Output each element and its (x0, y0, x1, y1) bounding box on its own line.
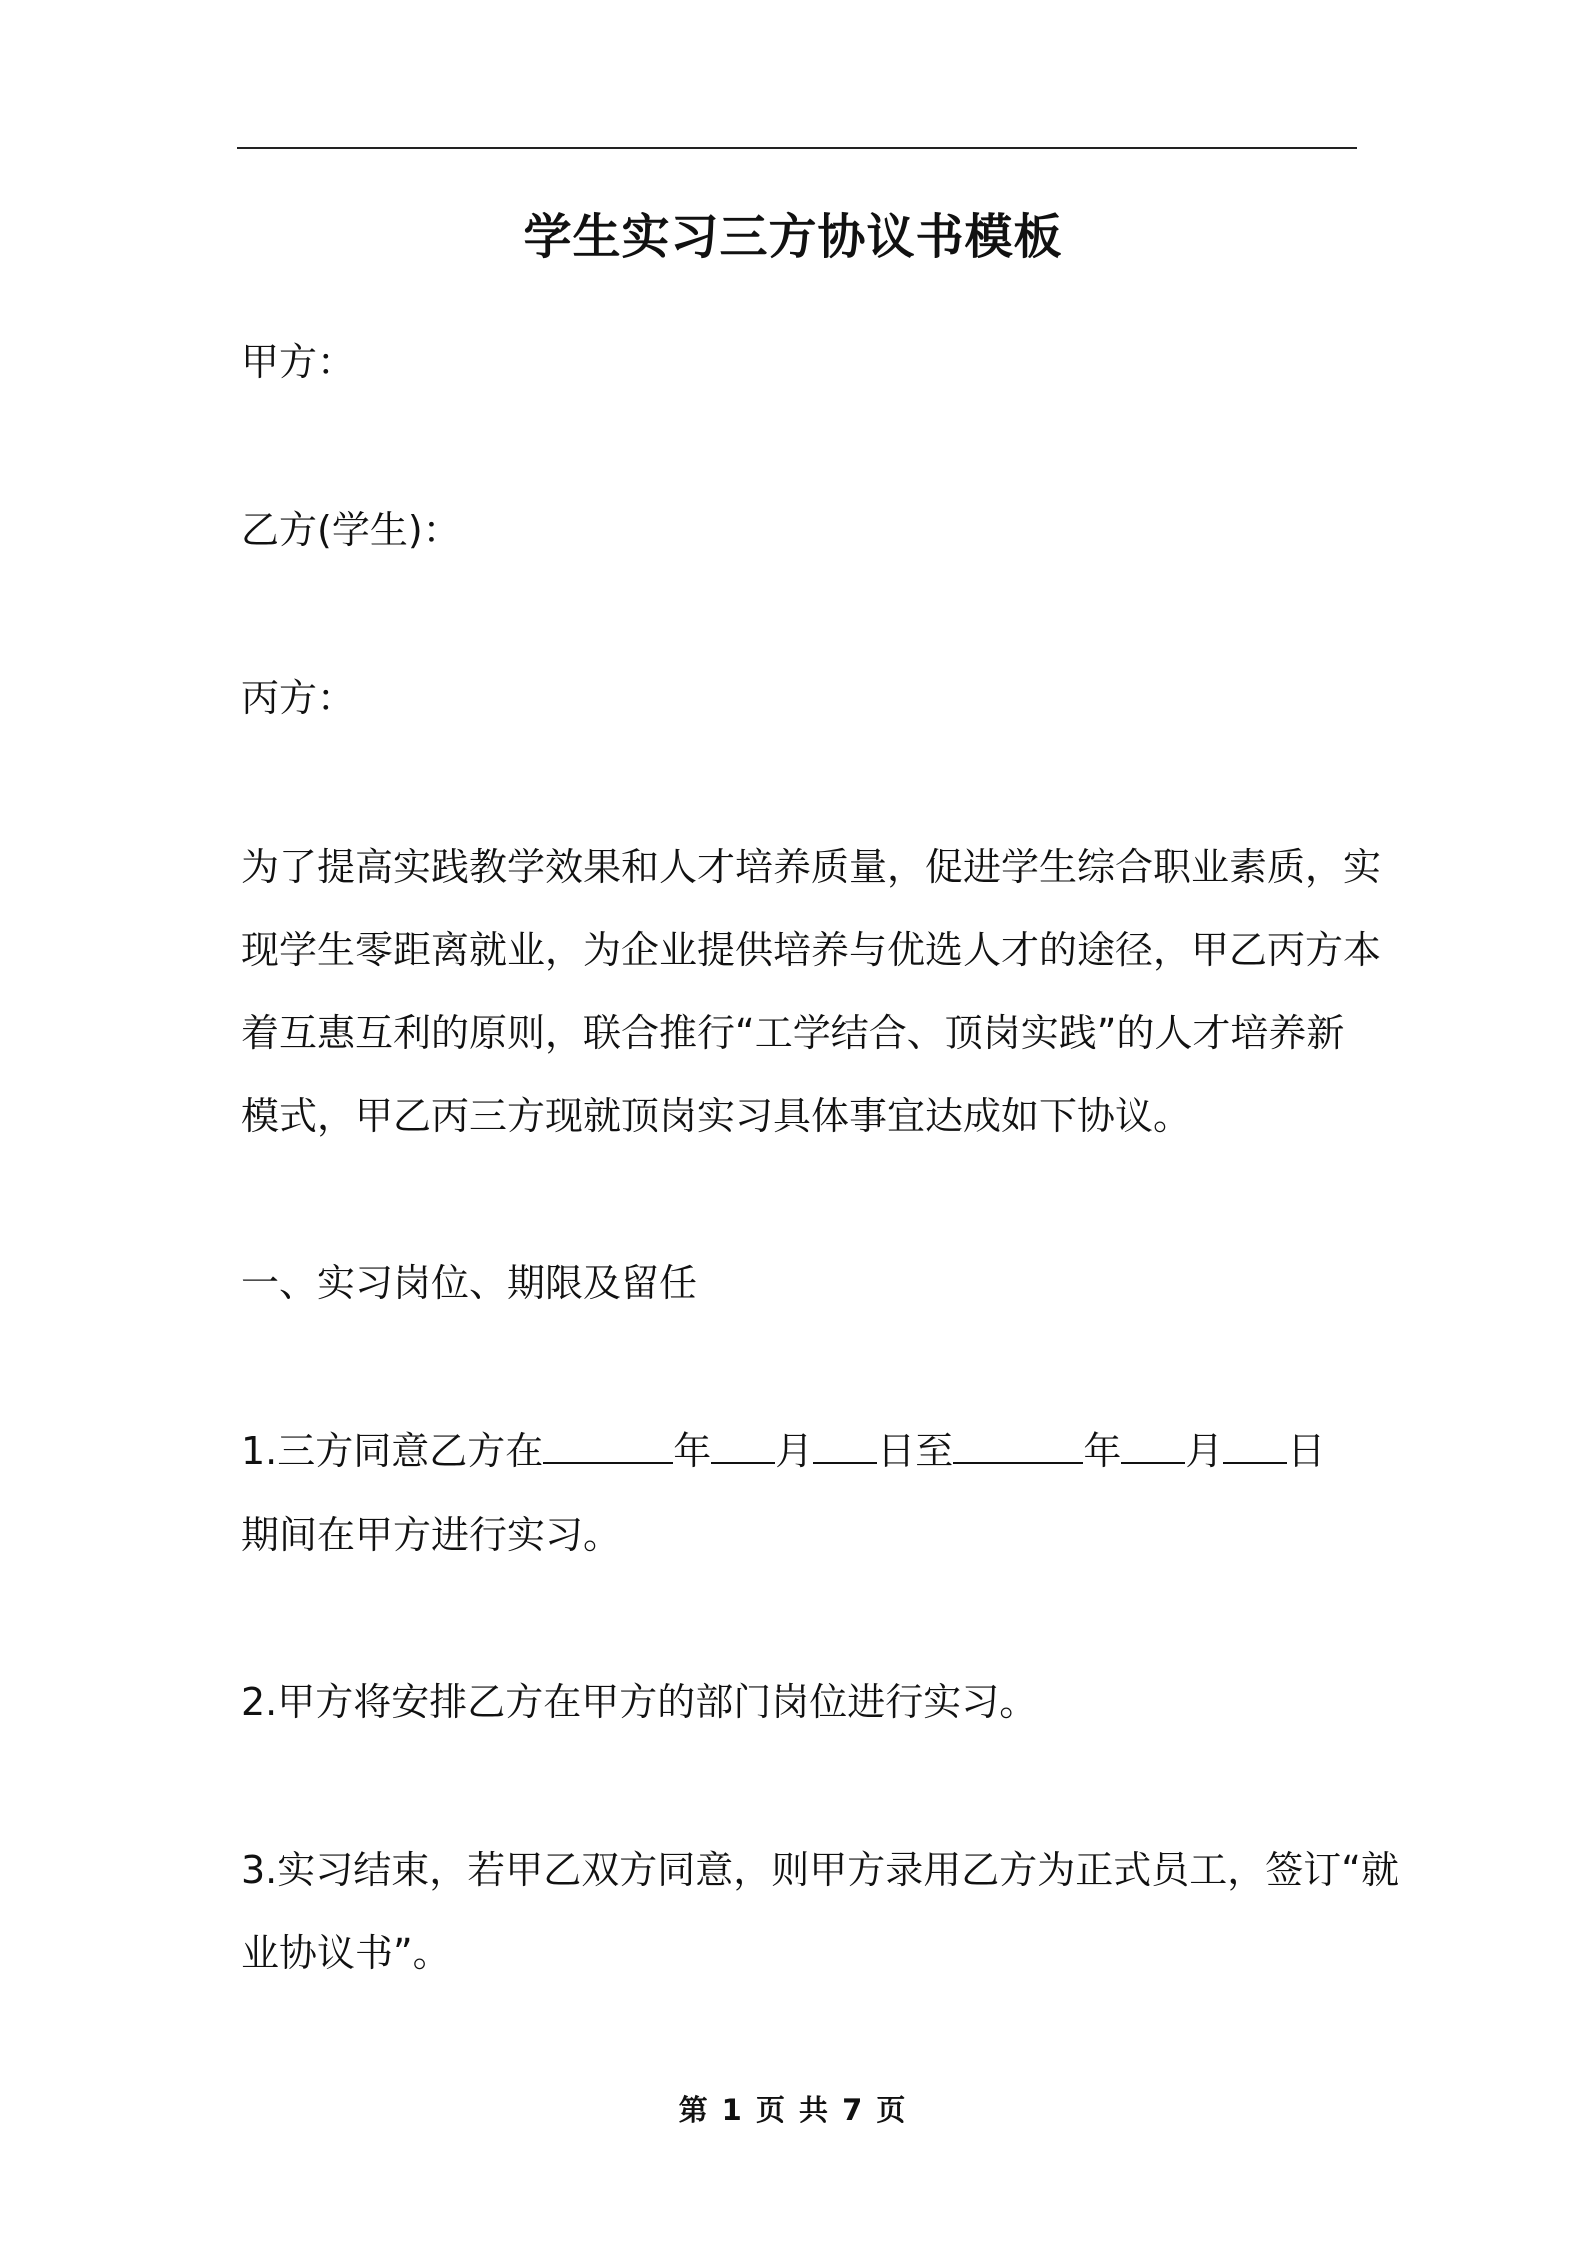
party-c-label: 丙方： (241, 676, 356, 720)
end-day-blank (1223, 1426, 1287, 1464)
start-day-label: 日至 (877, 1429, 954, 1473)
header-rule (237, 147, 1357, 149)
item-1-line-2: 期间在甲方进行实习。 (241, 1513, 622, 1557)
section-1-heading: 一、实习岗位、期限及留任 (241, 1261, 698, 1305)
start-month-label: 月 (775, 1429, 814, 1473)
start-year-blank (543, 1426, 673, 1464)
intro-line-3: 着互惠互利的原则，联合推行“工学结合、顶岗实践”的人才培养新 (241, 1011, 1345, 1055)
item-3-line-2: 业协议书”。 (241, 1931, 451, 1975)
item-1-prefix: 1.三方同意乙方在 (241, 1429, 544, 1473)
end-year-blank (953, 1426, 1083, 1464)
end-month-blank (1121, 1426, 1185, 1464)
party-a-label: 甲方： (241, 340, 356, 384)
end-month-label: 月 (1185, 1429, 1224, 1473)
start-year-label: 年 (673, 1429, 712, 1473)
end-year-label: 年 (1083, 1429, 1122, 1473)
intro-line-2: 现学生零距离就业，为企业提供培养与优选人才的途径，甲乙丙方本 (241, 928, 1382, 972)
end-day-label: 日 (1287, 1429, 1326, 1473)
item-3-line-1: 3.实习结束，若甲乙双方同意，则甲方录用乙方为正式员工，签订“就 (241, 1848, 1399, 1892)
start-month-blank (711, 1426, 775, 1464)
item-1-line-1 (241, 1426, 1325, 1476)
page-number: 第 1 页 共 7 页 (678, 2093, 908, 2127)
party-b-label: 乙方(学生)： (241, 508, 461, 552)
intro-line-4: 模式，甲乙丙三方现就顶岗实习具体事宜达成如下协议。 (241, 1094, 1192, 1138)
item-2: 2.甲方将安排乙方在甲方的部门岗位进行实习。 (241, 1680, 1038, 1724)
start-day-blank (813, 1426, 877, 1464)
intro-line-1: 为了提高实践教学效果和人才培养质量，促进学生综合职业素质，实 (241, 845, 1382, 889)
document-title: 学生实习三方协议书模板 (523, 209, 1063, 265)
